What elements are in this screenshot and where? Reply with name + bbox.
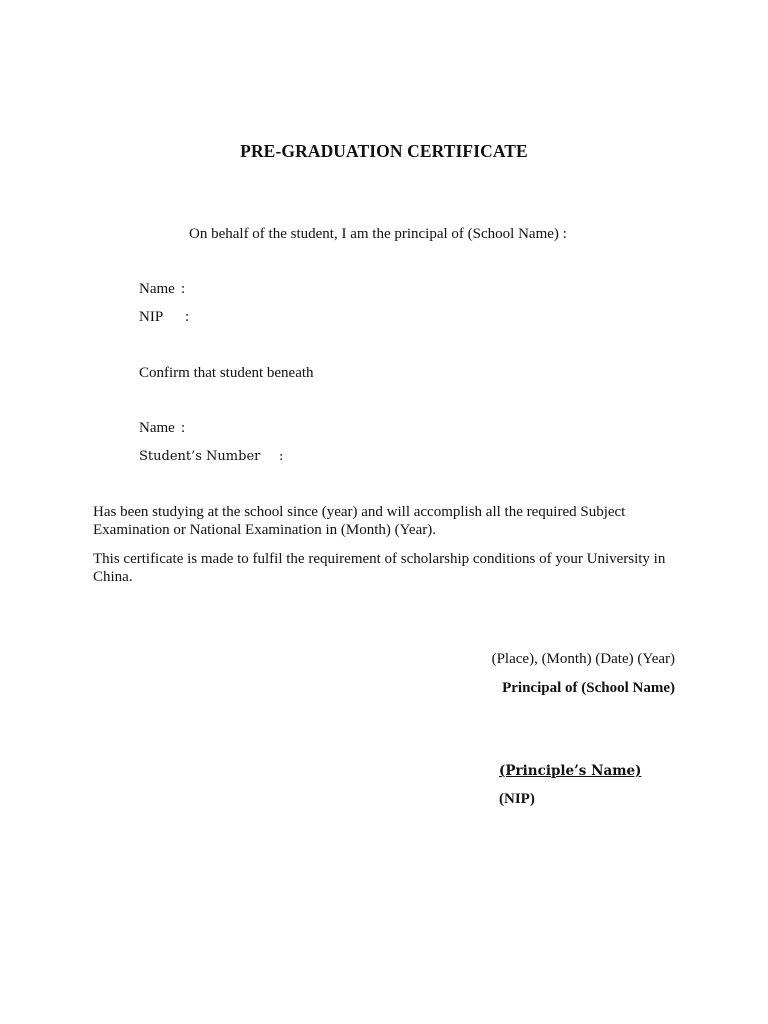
principal-name-label: Name — [139, 281, 175, 297]
signatory-nip: (NIP) — [499, 791, 535, 807]
place-date-line: (Place), (Month) (Date) (Year) — [491, 651, 675, 667]
principal-name-colon: : — [181, 281, 186, 297]
document-title: PRE-GRADUATION CERTIFICATE — [240, 141, 528, 161]
student-name-colon: : — [181, 420, 186, 436]
student-number-field — [139, 449, 283, 464]
student-number-label: Student’s Number — [139, 449, 261, 464]
intro-text: On behalf of the student, I am the principal of (School Name) : — [189, 226, 567, 242]
principal-nip-colon: : — [185, 309, 190, 325]
signatory-position: Principal of (School Name) — [502, 680, 675, 696]
principal-nip-label: NIP — [139, 309, 164, 325]
confirm-text: Confirm that student beneath — [139, 365, 314, 381]
student-number-colon: : — [279, 449, 284, 464]
student-name-label: Name — [139, 420, 175, 436]
signatory-name: (Principle’s Name) — [499, 763, 642, 779]
student-name-field — [139, 420, 185, 437]
principal-name-field — [139, 281, 185, 298]
principal-nip-field — [139, 309, 189, 326]
purpose-paragraph: This certificate is made to fulfil the requirement of scholarship conditions of your University in China. — [93, 551, 666, 585]
study-paragraph: Has been studying at the school since (year) and will accomplish all the required Subject Examination or National Examination in (Month) (Year). — [93, 504, 626, 538]
